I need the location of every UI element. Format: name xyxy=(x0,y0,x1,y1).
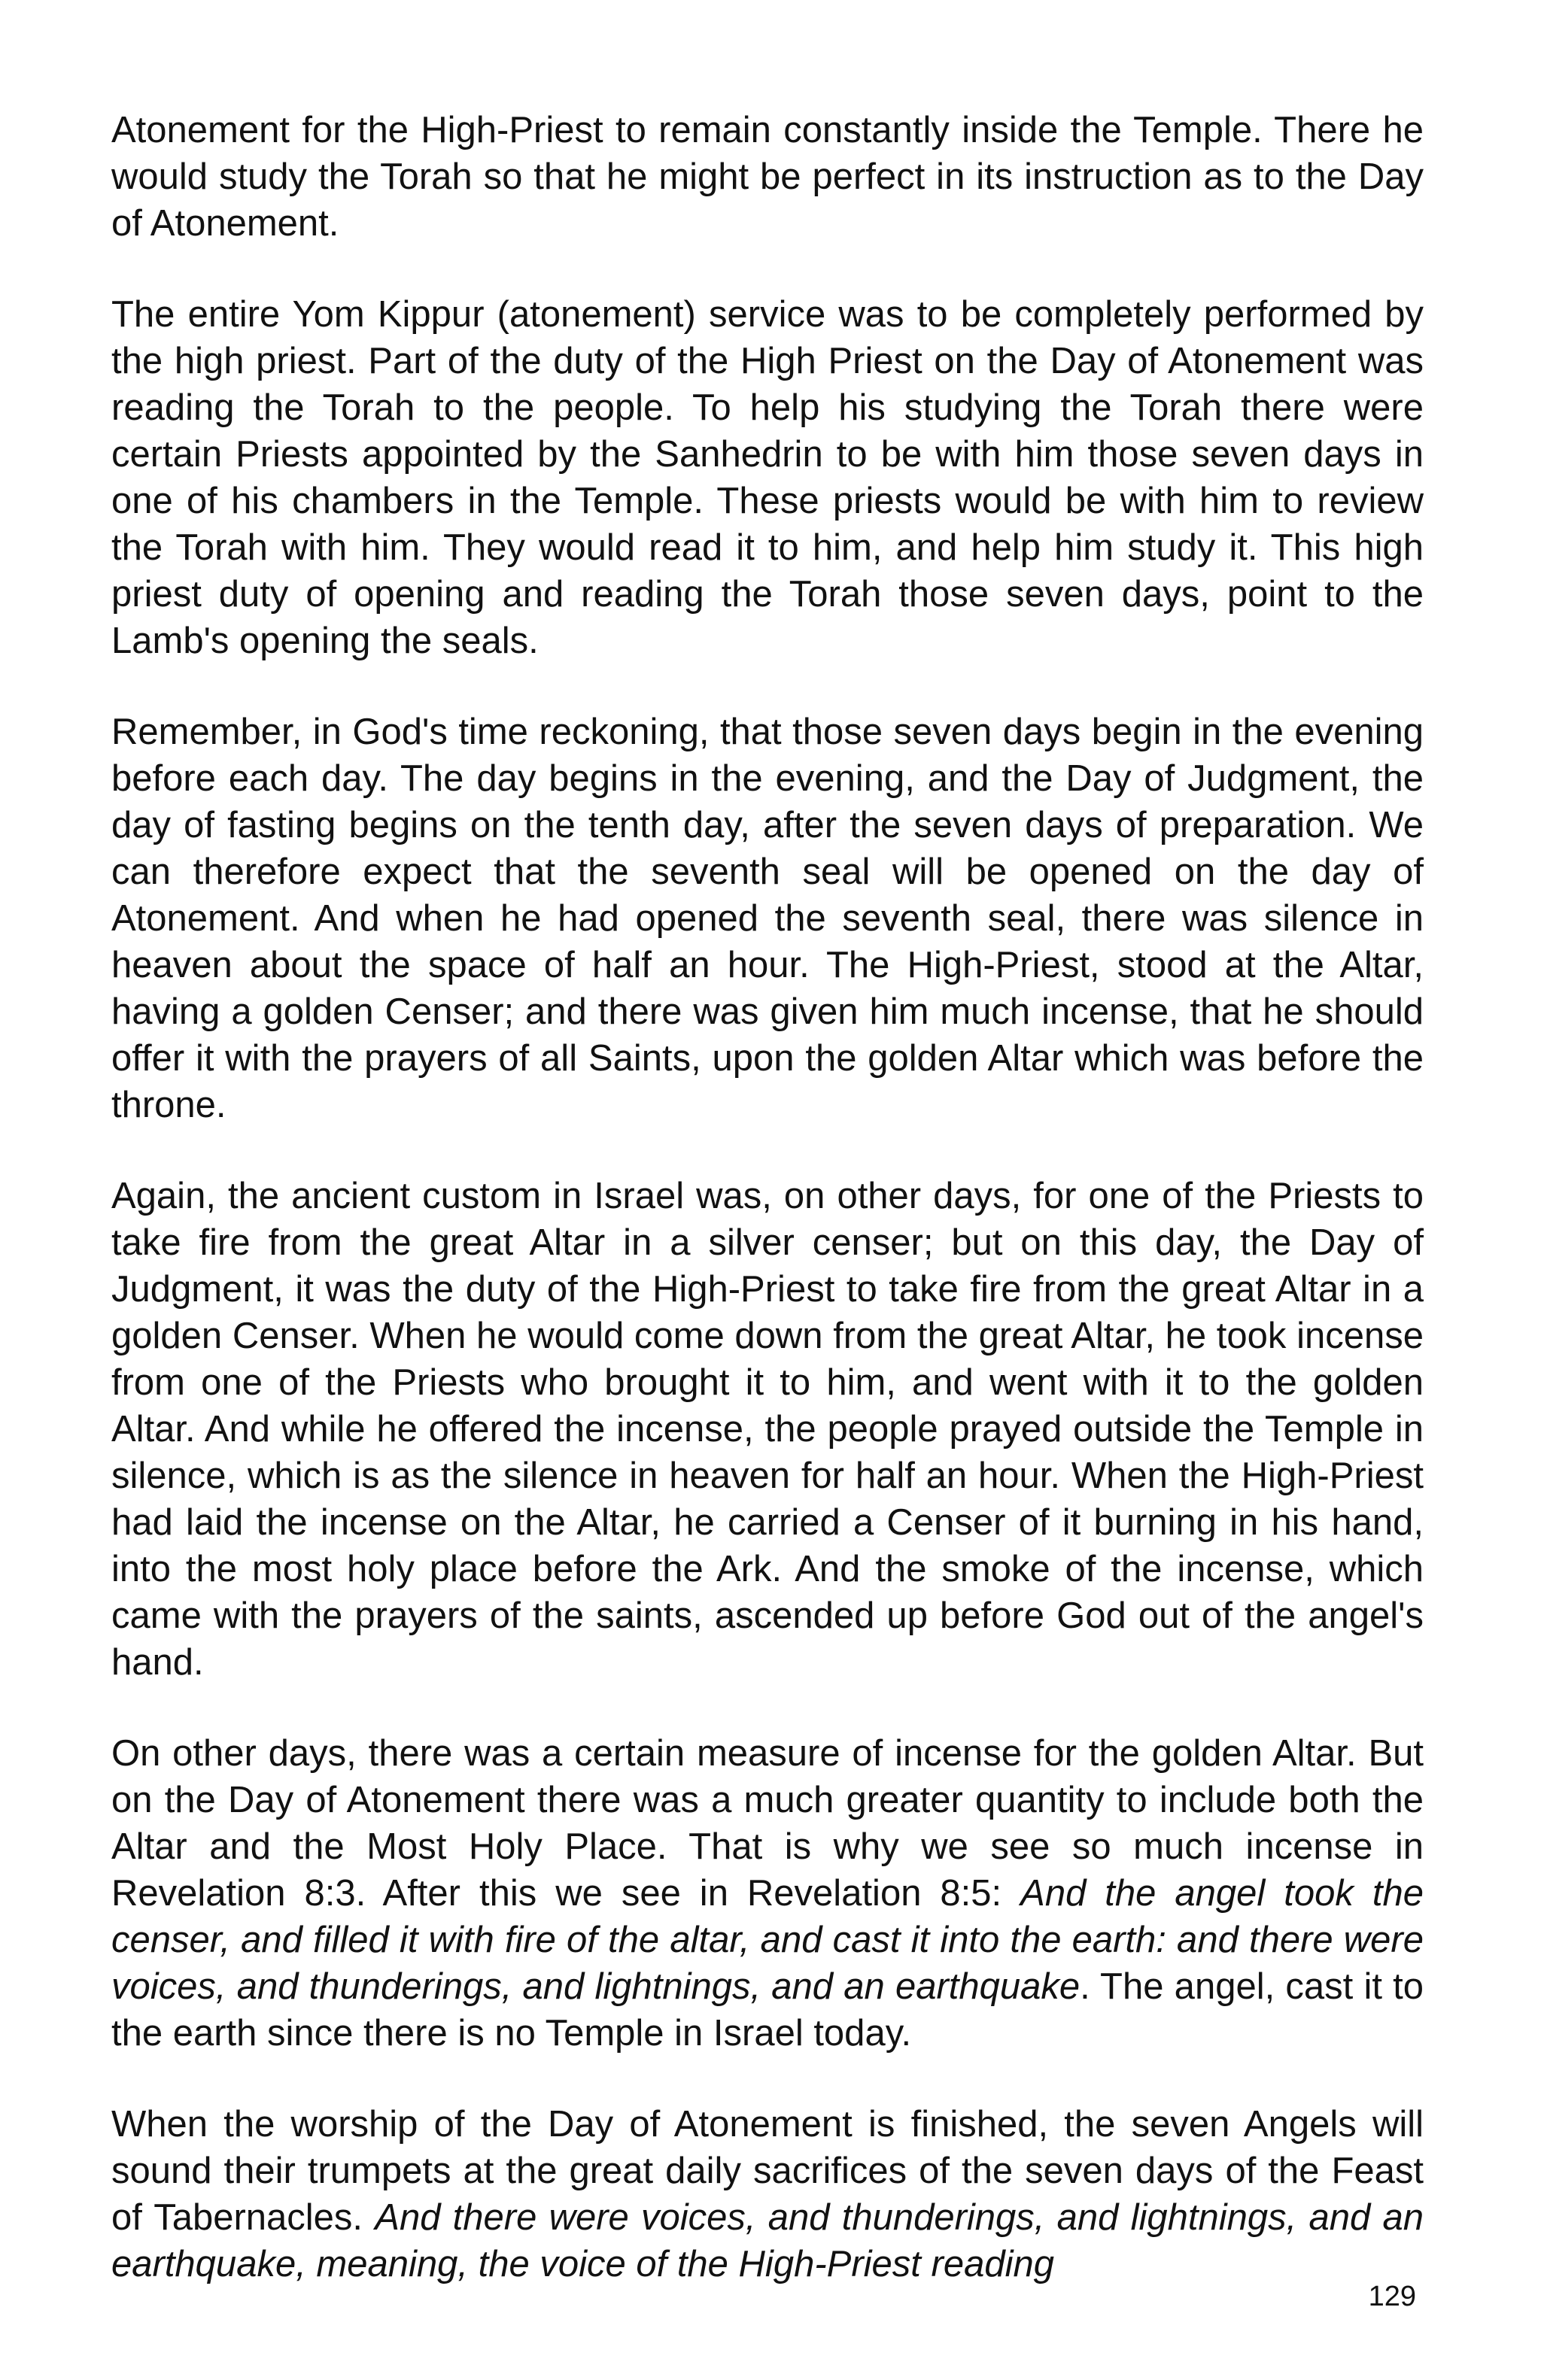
paragraph-6-quote: And there were voices, and thunderings, and lightnings, and an earthquake, meaning, the voice of the High-Priest reading xyxy=(111,2197,1424,2284)
paragraph-2-text: The entire Yom Kippur (atonement) service was to be completely performed by the high priest. Part of the duty of the High Priest on the Day of Atonement was reading the Torah to the people. To help his studying the Torah there were certain Priests appointed by the Sanhedrin to be with him those seven days in one of his chambers in the Temple. These priests would be with him to review the Torah with him. They would read it to him, and help him study it. This high priest duty of opening and reading the Torah those seven days, point to the Lamb's opening the seals. xyxy=(111,294,1424,661)
paragraph-6-text: When the worship of the Day of Atonement is finished, the seven Angels will sound their trumpets at the great daily sacrifices of the seven days of the Feast of Tabernacles. xyxy=(111,2104,1424,2238)
paragraph-5 xyxy=(111,1730,1424,2057)
paragraph-5-text: On other days, there was a certain measure of incense for the golden Altar. But on the Day of Atonement there was a much greater quantity to include both the Altar and the Most Holy Place. That is why we see so much incense in Revelation 8:3. After this we see in Revelation 8:5: xyxy=(111,1733,1424,1914)
paragraph-6 xyxy=(111,2101,1424,2287)
paragraph-1-text: Atonement for the High-Priest to remain constantly inside the Temple. There he would study the Torah so that he might be perfect in its instruction as to the Day of Atonement. xyxy=(111,110,1424,244)
paragraph-3 xyxy=(111,709,1424,1128)
paragraph-3-text: Remember, in God's time reckoning, that those seven days begin in the evening before each day. The day begins in the evening, and the Day of Judgment, the day of fasting begins on the tenth day, after the seven days of preparation. We can therefore expect that the seventh seal will be opened on the day of Atonement. And when he had opened the seventh seal, there was silence in heaven about the space of half an hour. The High-Priest, stood at the Altar, having a golden Censer; and there was given him much incense, that he should offer it with the prayers of all Saints, upon the golden Altar which was before the throne. xyxy=(111,712,1424,1125)
paragraph-4 xyxy=(111,1173,1424,1686)
paragraph-1 xyxy=(111,107,1424,247)
paragraph-5-quote: And the angel took the censer, and filled it with fire of the altar, and cast it into the earth: and there were voices, and thunderings, and lightnings, and an earthquake xyxy=(111,1873,1424,2007)
page-number: 129 xyxy=(1368,2281,1416,2312)
paragraph-5-text-end: . The angel, cast it to the earth since there is no Temple in Israel today. xyxy=(111,1966,1424,2054)
page-body xyxy=(111,107,1424,2287)
paragraph-2 xyxy=(111,291,1424,664)
paragraph-4-text: Again, the ancient custom in Israel was, on other days, for one of the Priests to take fire from the great Altar in a silver censer; but on this day, the Day of Judgment, it was the duty of the High-Priest to take fire from the great Altar in a golden Censer. When he would come down from the great Altar, he took incense from one of the Priests who brought it to him, and went with it to the golden Altar. And while he offered the incense, the people prayed outside the Temple in silence, which is as the silence in heaven for half an hour. When the High-Priest had laid the incense on the Altar, he carried a Censer of it burning in his hand, into the most holy place before the Ark. And the smoke of the incense, which came with the prayers of the saints, ascended up before God out of the angel's hand. xyxy=(111,1176,1424,1683)
